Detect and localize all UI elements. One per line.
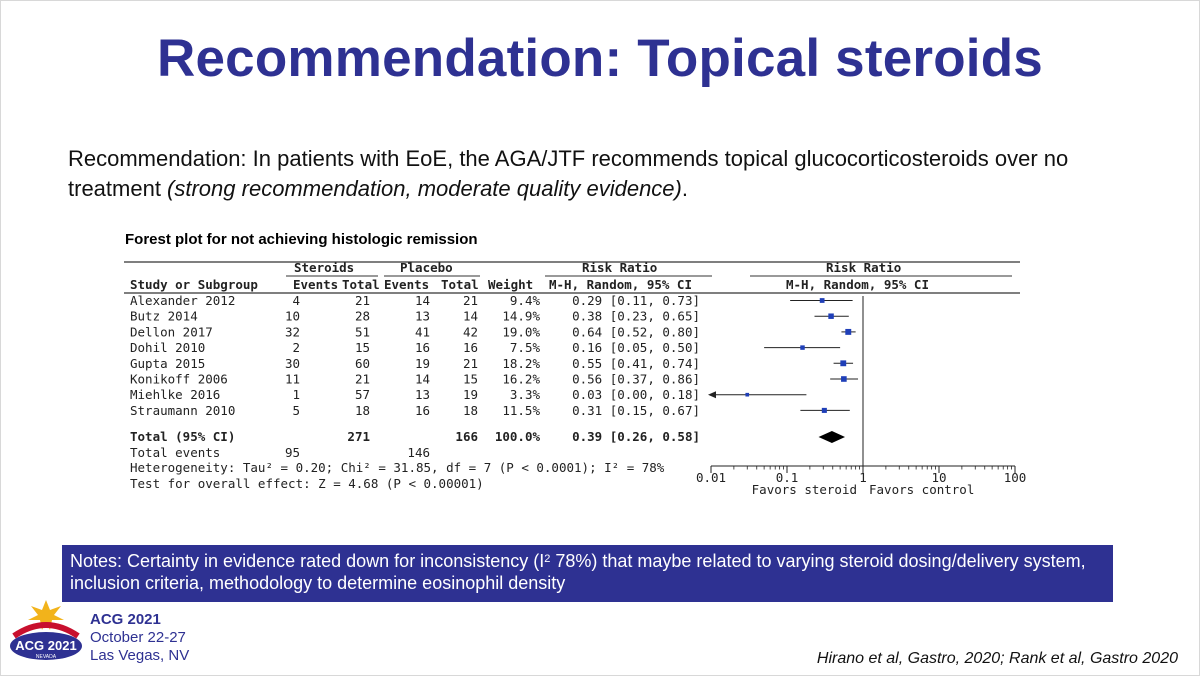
study-weight: 18.2%	[502, 355, 540, 371]
axis-right-label: Favors control	[869, 482, 975, 497]
study-risk-ratio: 0.38 [0.23, 0.65]	[572, 308, 700, 324]
acg-2021-logo	[6, 600, 86, 670]
study-risk-ratio: 0.29 [0.11, 0.73]	[572, 293, 700, 308]
total-label: Total (95% CI)	[130, 429, 236, 444]
study-events-2: 19	[414, 355, 430, 371]
study-total-1: 21	[354, 293, 370, 308]
total-t1: 271	[347, 429, 370, 444]
header-risk-ratio-plot: Risk Ratio	[826, 260, 902, 275]
study-events-2: 13	[414, 308, 430, 324]
study-total-2: 15	[462, 371, 478, 387]
study-total-2: 16	[462, 340, 478, 356]
study-risk-ratio: 0.31 [0.15, 0.67]	[572, 402, 700, 418]
study-events-1: 5	[292, 402, 300, 418]
study-events-2: 14	[414, 293, 430, 308]
study-name: Konikoff 2006	[130, 371, 228, 387]
logo-subtext: NEVADA	[35, 654, 57, 660]
forest-plot-heading: Forest plot for not achieving histologic remission	[125, 231, 478, 248]
logo-text: ACG 2021	[15, 638, 77, 653]
study-total-2: 19	[462, 387, 478, 403]
study-weight: 11.5%	[502, 402, 540, 418]
study-events-1: 10	[284, 308, 300, 324]
conference-info	[90, 611, 189, 665]
study-weight: 7.5%	[509, 340, 540, 356]
header-events-1: Events	[293, 277, 339, 292]
study-risk-ratio: 0.64 [0.52, 0.80]	[572, 324, 700, 340]
study-name: Dellon 2017	[130, 324, 213, 340]
study-name: Gupta 2015	[130, 355, 206, 371]
conference-name: ACG 2021	[90, 611, 161, 628]
header-total-1: Total	[342, 277, 380, 292]
recommendation-main: Recommendation: In patients with EoE, the AGA/JTF recommends topical glucocorticosteroids over no treatment	[68, 146, 1069, 201]
notes-suffix: 78%) that maybe related to varying steroid dosing/delivery system, inclusion criteria, methodology to determine eosinophil density	[70, 551, 1086, 593]
study-events-1: 4	[292, 293, 300, 308]
study-weight: 9.4%	[509, 293, 540, 308]
header-weight: Weight	[488, 277, 534, 292]
study-total-1: 21	[354, 371, 370, 387]
header-group-placebo: Placebo	[400, 260, 453, 275]
study-weight: 14.9%	[502, 308, 540, 324]
study-total-2: 21	[462, 355, 478, 371]
study-risk-ratio: 0.16 [0.05, 0.50]	[572, 340, 700, 356]
total-weight: 100.0%	[494, 429, 540, 444]
total-events-2: 146	[407, 445, 430, 460]
heterogeneity-text: Heterogeneity: Tau² = 0.20; Chi² = 31.85, df = 7 (P < 0.0001); I² = 78%	[130, 460, 665, 475]
study-events-1: 32	[284, 324, 300, 340]
study-total-1: 57	[354, 387, 370, 403]
conference-location: Las Vegas, NV	[90, 647, 190, 664]
header-risk-ratio: Risk Ratio	[582, 260, 658, 275]
study-total-2: 18	[462, 402, 478, 418]
study-total-1: 28	[354, 308, 370, 324]
slide-title: Recommendation: Topical steroids	[157, 29, 1043, 88]
study-total-1: 18	[354, 402, 370, 418]
study-events-2: 14	[414, 371, 430, 387]
axis-left-label: Favors steroid	[751, 482, 857, 497]
study-total-2: 21	[462, 293, 478, 308]
header-events-2: Events	[384, 277, 430, 292]
study-risk-ratio: 0.56 [0.37, 0.86]	[572, 371, 700, 387]
study-events-1: 2	[292, 340, 300, 356]
study-events-1: 11	[284, 371, 300, 387]
study-weight: 3.3%	[509, 387, 540, 403]
study-name: Alexander 2012	[130, 293, 236, 308]
study-events-2: 16	[414, 402, 430, 418]
header-total-2: Total	[441, 277, 479, 292]
study-weight: 19.0%	[502, 324, 540, 340]
header-method: M-H, Random, 95% CI	[549, 277, 692, 292]
study-events-2: 16	[414, 340, 430, 356]
study-events-2: 13	[414, 387, 430, 403]
axis-tick-label: 0.1	[775, 470, 799, 485]
notes-prefix: Notes: Certainty in evidence rated down for inconsistency (I	[70, 551, 545, 571]
study-total-2: 14	[462, 308, 478, 324]
study-risk-ratio: 0.55 [0.41, 0.74]	[572, 355, 700, 371]
recommendation-tail: .	[681, 176, 688, 201]
axis-tick-label: 10	[931, 470, 947, 485]
citation: Hirano et al, Gastro, 2020; Rank et al, Gastro 2020	[816, 650, 1178, 667]
study-total-1: 51	[354, 324, 370, 340]
notes-box	[62, 545, 1113, 602]
axis-tick-label: 100	[1003, 470, 1027, 485]
study-total-1: 60	[354, 355, 370, 371]
recommendation-text	[68, 144, 1148, 204]
study-name: Butz 2014	[130, 308, 198, 324]
total-events-label: Total events	[130, 445, 221, 460]
header-method-plot: M-H, Random, 95% CI	[786, 277, 929, 292]
notes-superscript: 2	[544, 553, 551, 565]
study-events-1: 1	[292, 387, 300, 403]
header-group-steroids: Steroids	[294, 260, 355, 275]
total-t2: 166	[455, 429, 478, 444]
total-rr: 0.39 [0.26, 0.58]	[572, 429, 700, 444]
overall-effect-text: Test for overall effect: Z = 4.68 (P < 0.00001)	[130, 476, 484, 491]
total-events-1: 95	[284, 445, 300, 460]
study-name: Dohil 2010	[130, 340, 206, 356]
study-weight: 16.2%	[502, 371, 540, 387]
study-total-1: 15	[354, 340, 370, 356]
study-name: Straumann 2010	[130, 402, 236, 418]
study-events-2: 41	[414, 324, 430, 340]
study-risk-ratio: 0.03 [0.00, 0.18]	[572, 387, 700, 403]
recommendation-emphasis: (strong recommendation, moderate quality evidence)	[167, 176, 682, 201]
header-study: Study or Subgroup	[130, 277, 258, 292]
axis-tick-label: 1	[859, 470, 867, 485]
axis-tick-label: 0.01	[695, 470, 727, 485]
study-total-2: 42	[462, 324, 478, 340]
study-events-1: 30	[284, 355, 300, 371]
conference-dates: October 22-27	[90, 629, 186, 646]
study-name: Miehlke 2016	[130, 387, 221, 403]
